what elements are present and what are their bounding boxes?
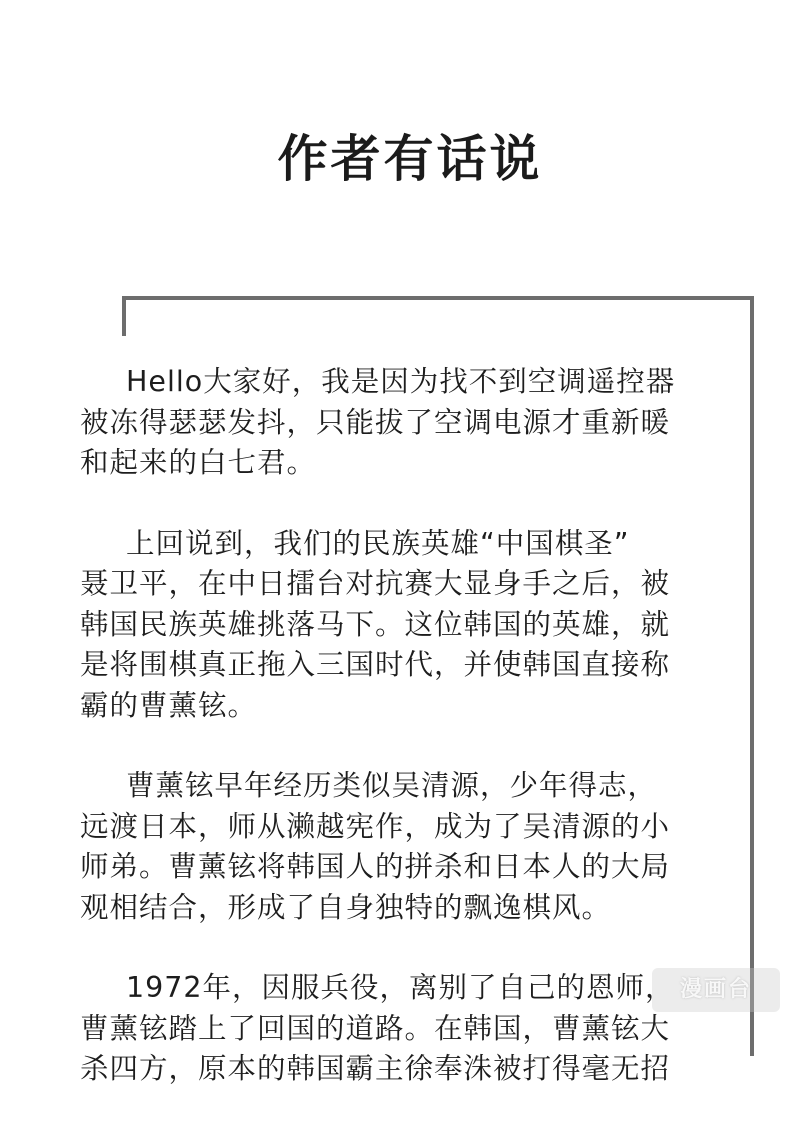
author-note-body [80, 362, 726, 1130]
paragraph-1 [80, 362, 726, 484]
page-title: 作者有话说 [277, 129, 543, 188]
paragraph-line: 韩国民族英雄挑落马下。这位韩国的英雄，就 [80, 607, 671, 641]
paragraph-line: 聂卫平，在中日擂台对抗赛大显身手之后，被 [80, 567, 671, 600]
paragraph-line: 曹薰铉早年经历类似吴清源，少年得志， [126, 769, 658, 802]
paragraph-line: 霸的曹薰铉。 [80, 688, 258, 722]
paragraph-line: 上回说到，我们的民族英雄“中国棋圣” [126, 526, 630, 560]
paragraph-4 [80, 968, 726, 1090]
paragraph-line: 师弟。曹薰铉将韩国人的拼杀和日本人的大局 [80, 850, 671, 883]
paragraph-line: 被冻得瑟瑟发抖，只能拔了空调电源才重新暖 [80, 405, 671, 439]
watermark-logo: 漫画台 [652, 968, 780, 1012]
paragraph-line: 1972年，因服兵役，离别了自己的恩师， [126, 971, 675, 1004]
paragraph-2 [80, 524, 726, 727]
paragraph-line: 是将围棋真正拖入三国时代，并使韩国直接称 [80, 648, 671, 681]
paragraph-line: 远渡日本，师从濑越宪作，成为了吴清源的小 [80, 809, 671, 843]
frame-corner-tick [122, 296, 126, 336]
paragraph-line: 杀四方，原本的韩国霸主徐奉洙被打得毫无招 [80, 1052, 671, 1085]
paragraph-3 [80, 766, 726, 928]
paragraph-line: 观相结合，形成了自身独特的飘逸棋风。 [80, 890, 612, 924]
paragraph-line: 和起来的白七君。 [80, 446, 317, 479]
paragraph-line: 曹薰铉踏上了回国的道路。在韩国，曹薰铉大 [80, 1011, 671, 1045]
paragraph-line: Hello大家好，我是因为找不到空调遥控器 [126, 365, 676, 398]
